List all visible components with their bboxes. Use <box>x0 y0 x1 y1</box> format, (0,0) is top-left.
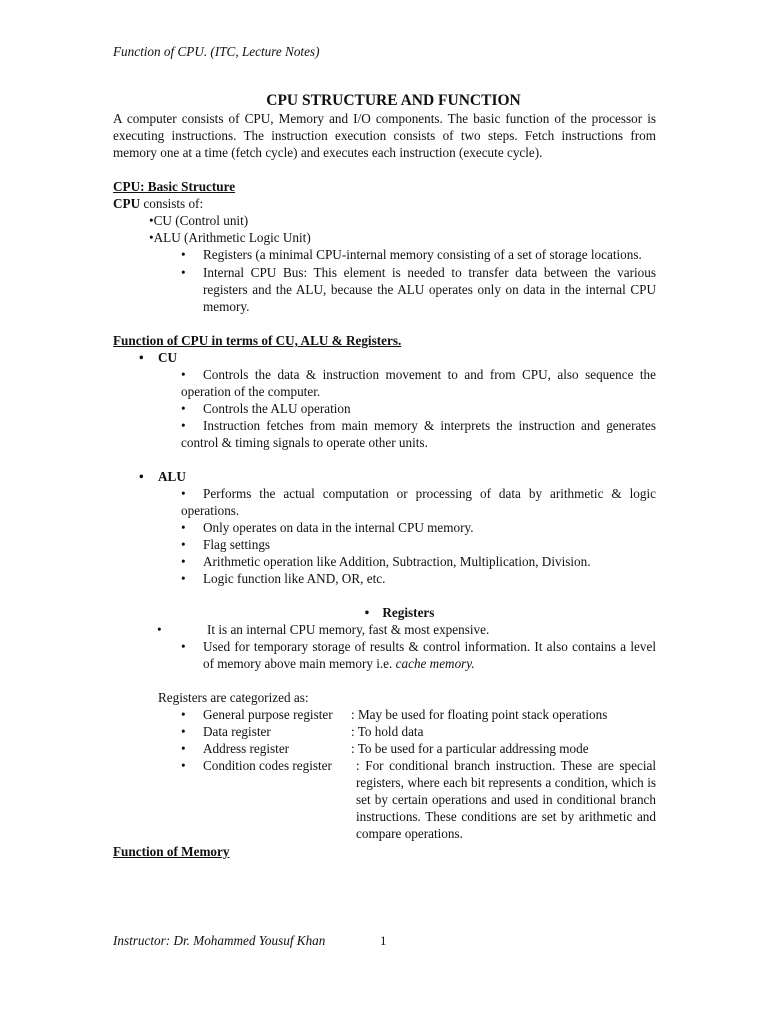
bullet-icon: • <box>181 418 186 433</box>
register-type-condition-codes <box>113 757 656 842</box>
bullet-icon: • <box>181 401 186 416</box>
list-item <box>113 417 656 451</box>
bullet-icon: • <box>364 605 370 620</box>
list-item <box>113 519 656 536</box>
basic-structure-heading: CPU: Basic Structure <box>113 179 236 194</box>
bullet-icon: • <box>157 622 162 637</box>
list-item-bus: • Internal CPU Bus: This element is needed to transfer data between the various registers and the ALU, because the ALU operates only on data in the internal CPU memory. <box>181 265 656 314</box>
memory-heading: Function of Memory <box>113 844 230 859</box>
register-type-label: Address register <box>203 741 290 756</box>
page-footer: Instructor: Dr. Mohammed Yousuf Khan <box>113 933 326 948</box>
bullet-icon: • <box>181 724 186 739</box>
register-type-item <box>113 706 656 723</box>
consists-text: consists of: <box>140 196 204 211</box>
register-type-label: Condition codes register <box>203 758 332 773</box>
registers-item-1: • It is an internal CPU memory, fast & most expensive. <box>157 622 490 637</box>
bullet-icon: • <box>181 520 186 535</box>
bullet-icon: • <box>181 741 186 756</box>
alu-function-list <box>113 485 656 587</box>
register-type-text: : May be used for floating point stack operations <box>351 707 608 722</box>
register-type-item <box>113 740 656 757</box>
register-type-text: : To be used for a particular addressing mode <box>351 741 589 756</box>
list-item <box>113 553 656 570</box>
bullet-icon: • <box>181 758 186 773</box>
bullet-icon: • <box>181 639 186 654</box>
list-item <box>113 485 656 519</box>
page-number: 1 <box>380 933 387 948</box>
function-heading: Function of CPU in terms of CU, ALU & Registers. <box>113 333 402 348</box>
register-type-label: General purpose register <box>203 707 333 722</box>
bullet-icon: • <box>181 247 186 262</box>
bullet-icon: • <box>139 350 144 365</box>
bullet-icon: • <box>181 707 186 722</box>
bullet-icon: • <box>181 486 186 501</box>
bullet-icon: • <box>181 571 186 586</box>
list-item <box>113 536 656 553</box>
bullet-icon: • <box>181 554 186 569</box>
list-item-registers: • Registers (a minimal CPU-internal memory consisting of a set of storage locations. <box>181 247 642 262</box>
bullet-icon: • <box>149 213 154 228</box>
register-type-label: Data register <box>203 724 271 739</box>
list-item-text: Instruction fetches from main memory & interprets the instruction and generates control & timing signals to operate other units. <box>181 418 656 450</box>
cpu-consists-line <box>113 195 656 212</box>
bullet-icon: • <box>149 230 154 245</box>
list-item <box>113 366 656 400</box>
list-item-text: Controls the ALU operation <box>203 401 351 416</box>
register-type-text: : For conditional branch instruction. These are special registers, where each bit represents a condition, which is set by certain operations and used in conditional branch instructions. These conditions are set by arithmetic and compare operations. <box>356 758 656 841</box>
registers-categorized-label: Registers are categorized as: <box>158 690 309 705</box>
registers-section-label: • Registers <box>364 605 435 620</box>
register-type-text: : To hold data <box>351 724 424 739</box>
list-item-text: Flag settings <box>203 537 271 552</box>
intro-paragraph: A computer consists of CPU, Memory and I/O components. The basic function of the processor is executing instructions. The instruction execution consists of two steps. Fetch instructions from memory one at a time (fetch cycle) and executes each instruction (execute cycle). <box>113 111 656 160</box>
bullet-icon: • <box>181 265 186 280</box>
registers-item-2: • Used for temporary storage of results & control information. It also contains a level of memory above main memory i.e. cache memory. <box>181 639 656 671</box>
bullet-icon: • <box>181 537 186 552</box>
page-content <box>113 92 656 860</box>
list-item <box>113 570 656 587</box>
register-type-item <box>113 723 656 740</box>
bullet-icon: • <box>139 469 144 484</box>
cpu-label: CPU <box>113 196 141 211</box>
list-item-alu: •ALU (Arithmetic Logic Unit) <box>149 230 311 245</box>
list-item-text: Logic function like AND, OR, etc. <box>203 571 386 586</box>
page-header: Function of CPU. (ITC, Lecture Notes) <box>113 44 320 59</box>
alu-section-label: • ALU <box>139 469 186 484</box>
list-item <box>113 400 656 417</box>
cu-function-list <box>113 366 656 451</box>
list-item-cu: •CU (Control unit) <box>149 213 249 228</box>
bullet-icon: • <box>181 367 186 382</box>
list-item-text: Performs the actual computation or processing of data by arithmetic & logic operations. <box>181 486 656 518</box>
list-item-text: Arithmetic operation like Addition, Subtraction, Multiplication, Division. <box>203 554 591 569</box>
list-item-text: Controls the data & instruction movement to and from CPU, also sequence the operation of the computer. <box>181 367 656 399</box>
list-item-text: Only operates on data in the internal CPU memory. <box>203 520 474 535</box>
page-title: CPU STRUCTURE AND FUNCTION <box>266 92 521 109</box>
cu-section-label: • CU <box>139 350 178 365</box>
register-types-list <box>113 706 656 757</box>
